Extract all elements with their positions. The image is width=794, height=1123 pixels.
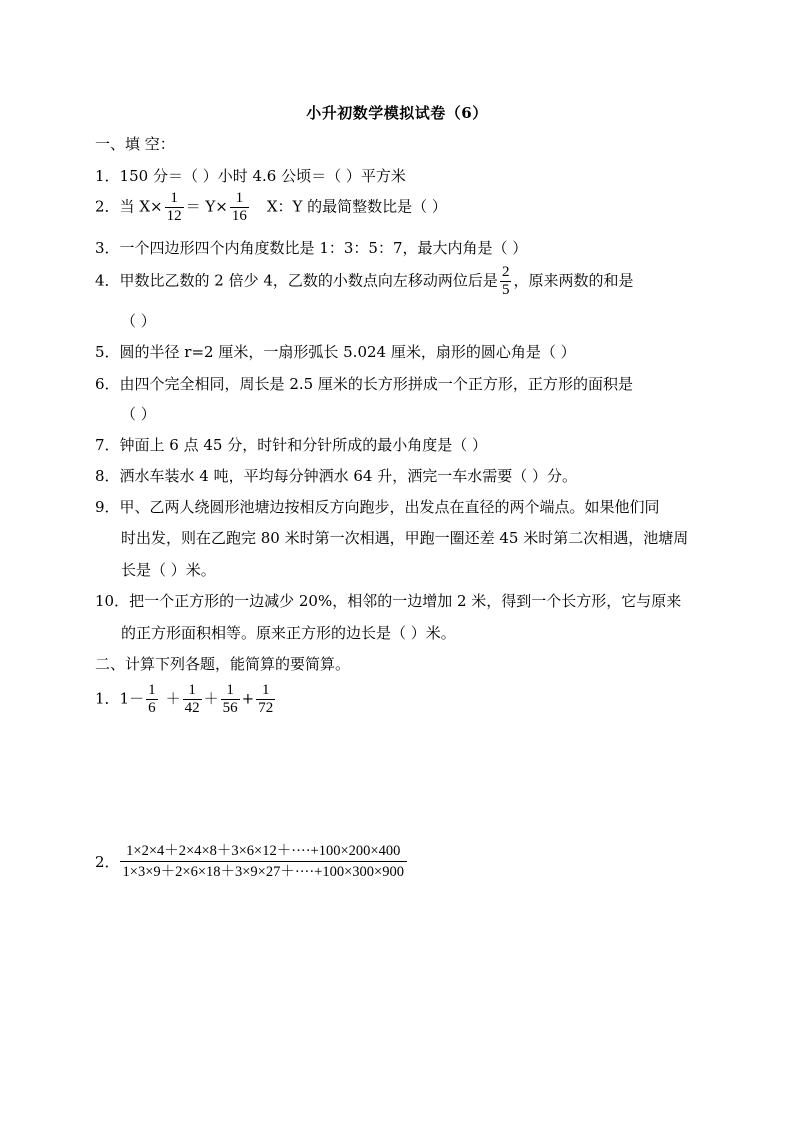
question-9-line-2: 时出发，则在乙跑完 80 米时第一次相遇，甲跑一圈还差 45 米时第二次相遇，池塘周	[121, 529, 689, 547]
page-title: 小升初数学模拟试卷（6）	[306, 104, 488, 122]
section-2-heading: 二、计算下列各题，能简算的要简算。	[95, 655, 351, 673]
calculation-1	[95, 682, 277, 717]
question-2-mid: ＝ Y×	[185, 197, 228, 216]
denominator: 16	[231, 208, 247, 224]
question-7: 7．钟面上 6 点 45 分，时针和分针所成的最小角度是（ ）	[95, 436, 488, 454]
numerator: 1	[221, 682, 240, 700]
denominator: 12	[166, 208, 182, 224]
question-4-pre: 4．甲数比乙数的 2 倍少 4，乙数的小数点向左移动两位后是	[95, 271, 498, 290]
denominator: 42	[184, 700, 200, 716]
fraction-2-5	[500, 264, 512, 299]
question-9-line-3: 长是（ ）米。	[121, 561, 216, 579]
numerator: 1	[256, 682, 275, 700]
denominator: 72	[258, 700, 274, 716]
fraction-1-72	[256, 682, 275, 717]
question-2-post: X：Y 的最简整数比是（ ）	[266, 197, 447, 216]
question-4	[95, 264, 633, 299]
calculation-2	[95, 841, 407, 882]
question-2	[95, 190, 447, 225]
question-2-number: 2．	[95, 197, 120, 216]
numerator: 2	[501, 264, 510, 280]
question-2-pre: 当 X×	[119, 197, 163, 216]
fraction-1-56	[221, 682, 240, 717]
question-3: 3．一个四边形四个内角度数比是 1：3：5：7，最大内角是（ ）	[95, 239, 528, 257]
fraction-1-42	[183, 682, 202, 717]
large-fraction-numerator: 1×2×4＋2×4×8＋3×6×12＋····+100×200×400	[120, 841, 407, 862]
large-fraction-denominator: 1×3×9＋2×6×18＋3×9×27＋····+100×300×900	[122, 864, 404, 880]
numerator: 1	[148, 682, 156, 698]
plus-sign: +	[241, 689, 255, 708]
numerator: 1	[165, 190, 184, 208]
calculation-1-number: 1．	[95, 689, 120, 708]
section-1-heading: 一、填 空：	[95, 135, 175, 153]
question-8: 8．洒水车装水 4 吨，平均每分钟洒水 64 升，洒完一车水需要（ ）分。	[95, 467, 578, 485]
question-4-answer-blank: （ ）	[121, 312, 156, 330]
plus-sign: ＋	[203, 689, 219, 708]
plus-sign: ＋	[165, 689, 181, 708]
numerator: 1	[183, 682, 202, 700]
question-1: 1．150 分＝（ ）小时 4.6 公顷＝（ ）平方米	[95, 167, 406, 185]
numerator: 1	[230, 190, 249, 208]
question-10-line-1: 10．把一个正方形的一边减少 20%，相邻的一边增加 2 米，得到一个长方形，它与原来	[95, 592, 682, 610]
question-6-answer-blank: （ ）	[121, 405, 156, 423]
calculation-2-number: 2．	[95, 853, 120, 871]
denominator: 56	[222, 700, 238, 716]
denominator: 6	[148, 700, 156, 716]
question-4-post: ，原来两数的和是	[513, 271, 634, 290]
fraction-1-16	[230, 190, 249, 225]
question-10-line-2: 的正方形面积相等。原来正方形的边长是（ ）米。	[121, 624, 456, 642]
calculation-1-lead: 1－	[119, 689, 145, 708]
fraction-1-12	[165, 190, 184, 225]
question-6-line-1: 6．由四个完全相同，周长是 2.5 厘米的长方形拼成一个正方形，正方形的面积是	[95, 375, 633, 393]
denominator: 5	[501, 282, 510, 298]
question-5: 5．圆的半径 r=2 厘米，一扇形弧长 5.024 厘米，扇形的圆心角是（ ）	[95, 343, 576, 361]
large-fraction	[120, 841, 407, 882]
fraction-1-6	[146, 682, 158, 717]
question-9-line-1: 9．甲、乙两人绕圆形池塘边按相反方向跑步，出发点在直径的两个端点。如果他们同	[95, 498, 660, 516]
